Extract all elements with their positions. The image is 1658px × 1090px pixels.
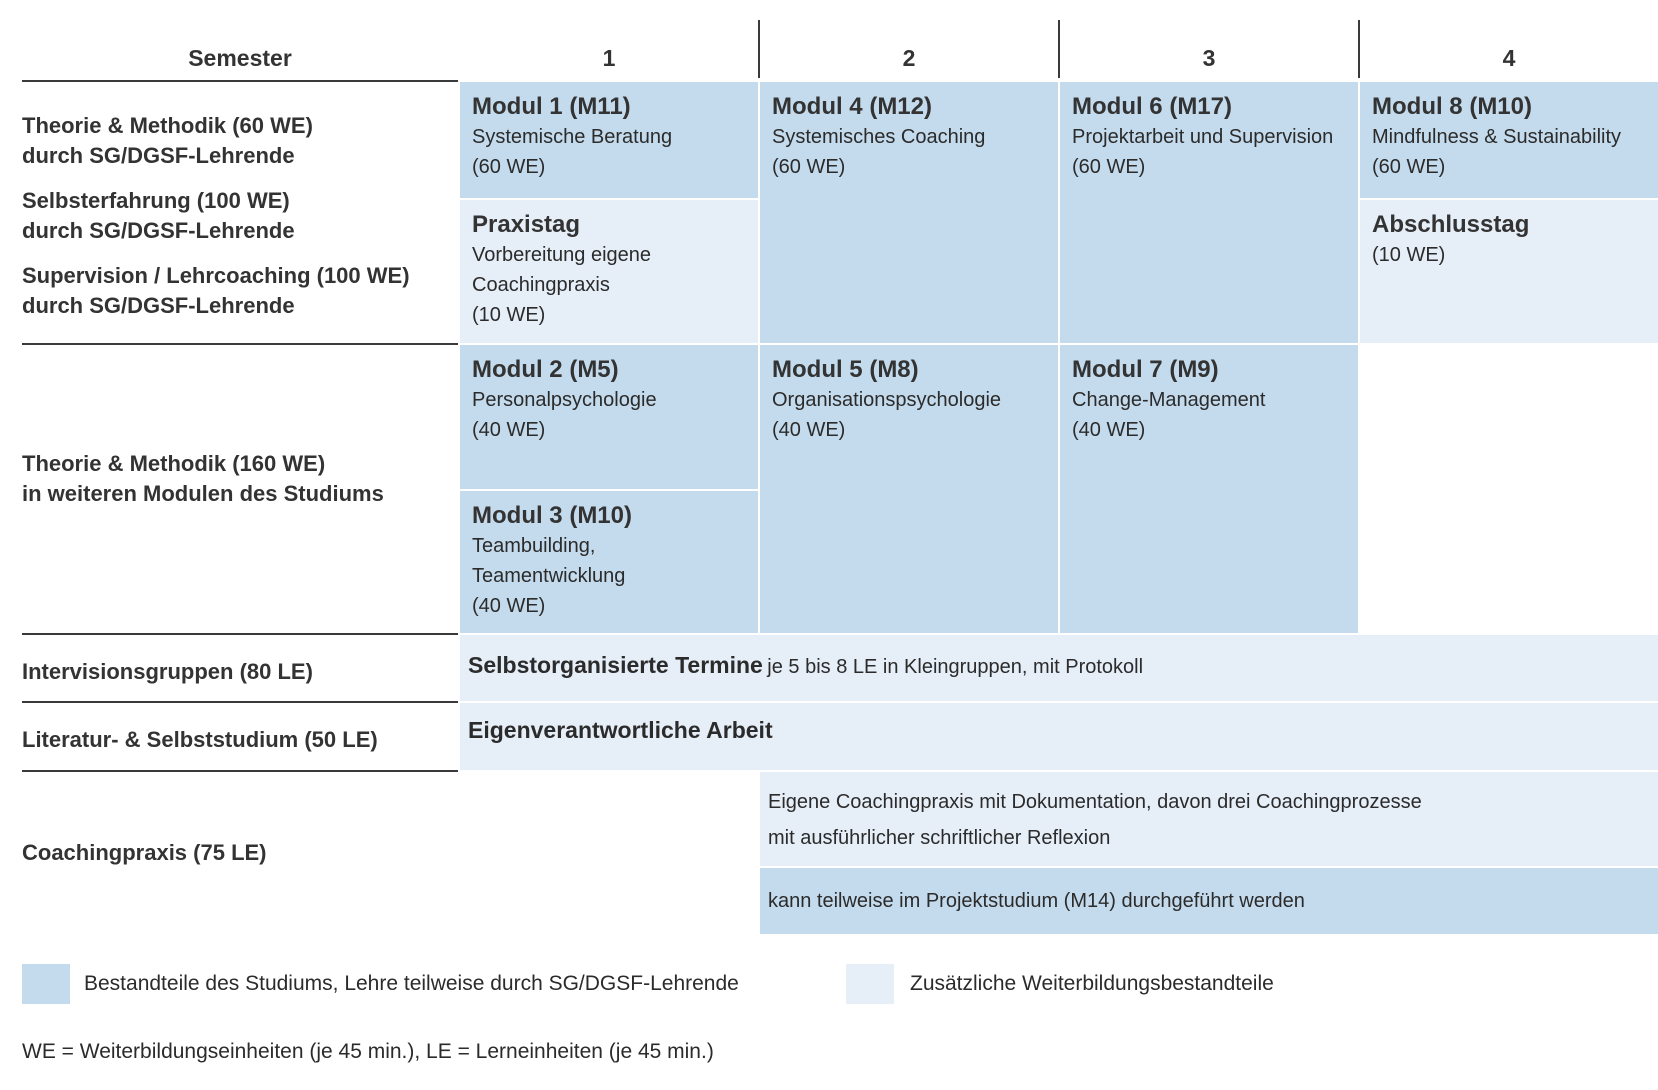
module-1-cell xyxy=(460,82,758,198)
header-divider-1 xyxy=(758,20,760,78)
module-line: Mindfulness & Sustainability xyxy=(1372,126,1622,148)
semester-2-header: 2 xyxy=(902,45,916,71)
legend-swatch-light xyxy=(846,964,894,1004)
coaching-practice-bar xyxy=(760,772,1658,866)
module-title: Abschlusstag xyxy=(1372,211,1530,238)
row-label-coaching: Coachingpraxis (75 LE) xyxy=(22,840,267,865)
intervision-text: je 5 bis 8 LE in Kleingruppen, mit Protokoll xyxy=(767,656,1144,678)
module-line: (40 WE) xyxy=(472,595,546,617)
module-title: Modul 5 (M8) xyxy=(772,356,919,383)
row-label-intervision: Intervisionsgruppen (80 LE) xyxy=(22,659,313,684)
row-divider xyxy=(22,770,458,772)
module-title: Modul 1 (M11) xyxy=(472,93,631,120)
row-divider xyxy=(22,80,458,82)
module-line: Change-Management xyxy=(1072,389,1266,411)
module-title: Praxistag xyxy=(472,211,581,238)
semester-3-header: 3 xyxy=(1202,45,1216,71)
row-label-theorie-160 xyxy=(22,449,458,509)
module-title: Modul 4 (M12) xyxy=(772,93,932,120)
module-line: Systemische Beratung xyxy=(472,126,673,148)
semester-4-header: 4 xyxy=(1502,45,1516,71)
legend-label-dark: Bestandteile des Studiums, Lehre teilweise durch SG/DGSF-Lehrende xyxy=(84,972,739,995)
intervision-bold: Selbstorganisierte Termine xyxy=(468,652,763,678)
module-line: Personalpsychologie xyxy=(472,389,657,411)
row-label-theorie-60 xyxy=(22,111,458,171)
coaching-line: Eigene Coachingpraxis mit Dokumentation, davon drei Coachingprozesse xyxy=(768,791,1422,813)
coaching-line: mit ausführlicher schriftlicher Reflexion xyxy=(768,827,1111,849)
footnote: WE = Weiterbildungseinheiten (je 45 min.), LE = Lerneinheiten (je 45 min.) xyxy=(22,1040,714,1063)
module-line: Teamentwicklung xyxy=(472,565,626,587)
header-divider-3 xyxy=(1358,20,1360,78)
module-line: (10 WE) xyxy=(472,304,546,326)
module-title: Modul 3 (M10) xyxy=(472,502,632,529)
row-label-title: Selbsterfahrung (100 WE) xyxy=(22,188,290,213)
header-divider-2 xyxy=(1058,20,1060,78)
semester-header: Semester xyxy=(188,45,292,71)
row-divider xyxy=(22,343,458,345)
literatur-bar xyxy=(460,703,1658,770)
abschlusstag-cell xyxy=(1360,200,1658,343)
row-label-selbsterfahrung xyxy=(22,186,458,246)
row-label-literatur: Literatur- & Selbststudium (50 LE) xyxy=(22,727,378,752)
module-title: Modul 2 (M5) xyxy=(472,356,619,383)
row-label-sub: in weiteren Modulen des Studiums xyxy=(22,481,384,506)
module-7-cell xyxy=(1060,345,1358,633)
module-line: (60 WE) xyxy=(1072,156,1146,178)
module-line: Vorbereitung eigene xyxy=(472,244,652,266)
row-label-sub: durch SG/DGSF-Lehrende xyxy=(22,218,295,243)
coaching-project-bar xyxy=(760,868,1658,934)
module-title: Modul 7 (M9) xyxy=(1072,356,1219,383)
coaching-line: kann teilweise im Projektstudium (M14) durchgeführt werden xyxy=(768,890,1305,912)
module-line: (40 WE) xyxy=(772,419,846,441)
module-title: Modul 8 (M10) xyxy=(1372,93,1532,120)
row-divider xyxy=(22,701,458,703)
module-line: (60 WE) xyxy=(1372,156,1446,178)
row-label-sub: durch SG/DGSF-Lehrende xyxy=(22,143,295,168)
row-label-title: Supervision / Lehrcoaching (100 WE) xyxy=(22,263,410,288)
praxistag-cell xyxy=(460,200,758,343)
module-4-cell xyxy=(760,82,1058,343)
module-line: Systemisches Coaching xyxy=(772,126,986,148)
module-title: Modul 6 (M17) xyxy=(1072,93,1232,120)
module-line: Coachingpraxis xyxy=(472,274,610,296)
module-3-cell xyxy=(460,491,758,633)
semester-1-header: 1 xyxy=(602,45,616,71)
module-line: Organisationspsychologie xyxy=(772,389,1002,411)
intervision-bar xyxy=(460,635,1658,701)
module-6-cell xyxy=(1060,82,1358,343)
row-label-sub: durch SG/DGSF-Lehrende xyxy=(22,293,295,318)
module-2-cell xyxy=(460,345,758,489)
module-8-cell xyxy=(1360,82,1658,198)
legend-swatch-dark xyxy=(22,964,70,1004)
legend-label-light: Zusätzliche Weiterbildungsbestandteile xyxy=(910,972,1274,995)
module-line: Teambuilding, xyxy=(472,535,596,557)
row-label-title: Theorie & Methodik (60 WE) xyxy=(22,113,313,138)
module-line: (40 WE) xyxy=(472,419,546,441)
row-label-title: Theorie & Methodik (160 WE) xyxy=(22,451,326,476)
module-line: (10 WE) xyxy=(1372,244,1446,266)
literatur-bold: Eigenverantwortliche Arbeit xyxy=(468,717,773,743)
module-line: (60 WE) xyxy=(772,156,846,178)
row-divider xyxy=(22,633,458,635)
module-5-cell xyxy=(760,345,1058,633)
row-label-supervision xyxy=(22,261,458,321)
module-line: (60 WE) xyxy=(472,156,546,178)
module-line: Projektarbeit und Supervision xyxy=(1072,126,1334,148)
module-line: (40 WE) xyxy=(1072,419,1146,441)
